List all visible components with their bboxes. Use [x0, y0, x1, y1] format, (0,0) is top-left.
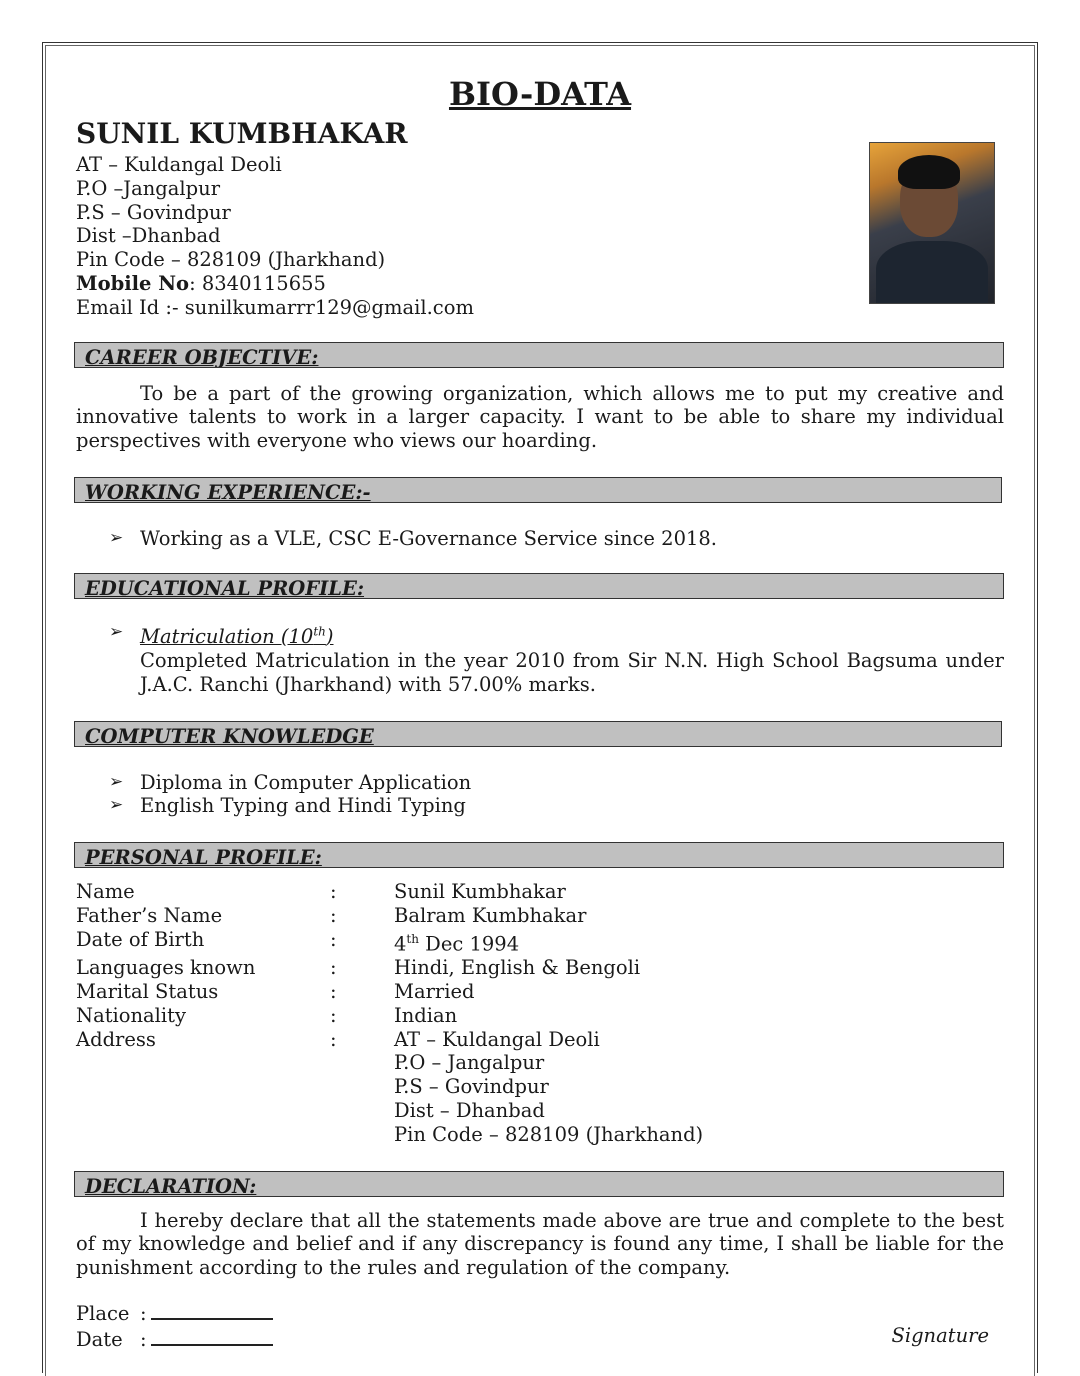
field-value: Balram Kumbhakar	[394, 904, 587, 928]
arrow-bullet-icon: ➢	[109, 795, 124, 816]
field-label: Marital Status	[76, 979, 219, 1003]
date-line: Date :	[76, 1326, 1004, 1352]
field-colon: :	[330, 979, 337, 1003]
candidate-name: SUNIL KUMBHAKAR	[76, 117, 408, 150]
field-value: Sunil Kumbhakar	[394, 880, 566, 904]
address-line: P.S – Govindpur	[76, 200, 231, 224]
education-title: Matriculation (10th)	[140, 624, 334, 649]
arrow-bullet-icon: ➢	[109, 527, 124, 548]
work-list	[76, 527, 1004, 551]
field-colon: :	[330, 880, 337, 904]
section-computer-knowledge: COMPUTER KNOWLEDGE	[74, 721, 1002, 747]
photo-body	[876, 241, 988, 304]
section-personal-profile: PERSONAL PROFILE:	[74, 842, 1004, 868]
resume-document	[76, 70, 1004, 1352]
declaration-text: I hereby declare that all the statements made above are true and complete to the best of my knowledge and belief and if any discrepancy is found any time, I shall be liable for the punishment according to the rules and regulation of the company.	[76, 1208, 1004, 1280]
arrow-bullet-icon: ➢	[109, 621, 124, 642]
address-line: Dist –Dhanbad	[76, 224, 221, 248]
field-label: Languages known	[76, 956, 256, 980]
list-item: ➢ English Typing and Hindi Typing	[109, 794, 466, 818]
field-colon: :	[330, 1003, 337, 1027]
address-line: AT – Kuldangal Deoli	[76, 153, 282, 176]
computer-list	[76, 771, 1004, 819]
field-colon: :	[330, 1027, 337, 1051]
contact-block	[76, 153, 1004, 320]
section-working-experience: WORKING EXPERIENCE:-	[74, 477, 1002, 503]
place-line: Place :	[76, 1300, 1004, 1326]
field-value: Married	[394, 979, 475, 1003]
field-colon: :	[330, 927, 337, 951]
personal-profile-table	[76, 880, 1004, 1146]
date-blank	[151, 1326, 273, 1346]
mobile-label: Mobile No	[76, 271, 190, 295]
field-value: Indian	[394, 1003, 458, 1027]
section-educational-profile: EDUCATIONAL PROFILE:	[74, 573, 1004, 599]
field-value: 4th Dec 1994	[394, 931, 520, 956]
email-line: Email Id :- sunilkumarrr129@gmail.com	[76, 295, 474, 319]
mobile-value: : 8340115655	[189, 271, 326, 295]
field-value: AT – Kuldangal Deoli P.O – Jangalpur P.S – Govindpur Dist – Dhanbad Pin Code – 828109 (Jharkhand)	[394, 1027, 704, 1146]
place-blank	[151, 1300, 273, 1320]
address-line: Pin Code – 828109 (Jharkhand)	[76, 248, 386, 272]
photo-hair	[898, 155, 960, 189]
list-item: ➢ Working as a VLE, CSC E-Governance Service since 2018.	[109, 526, 717, 550]
arrow-bullet-icon: ➢	[109, 771, 124, 792]
section-declaration: DECLARATION:	[74, 1171, 1004, 1197]
list-item	[76, 621, 1004, 697]
field-colon: :	[330, 956, 337, 980]
career-objective-body: To be a part of the growing organization, which allows me to put my creative and innovative talents to work in a larger capacity. I want to be able to share my individual perspectives with everyone who views our hoarding.	[76, 381, 1004, 453]
document-title: BIO-DATA	[448, 75, 632, 113]
field-value: Hindi, English & Bengoli	[394, 956, 641, 980]
field-label: Nationality	[76, 1003, 187, 1027]
field-label: Father’s Name	[76, 904, 223, 928]
education-text: Completed Matriculation in the year 2010 from Sir N.N. High School Bagsuma under J.A.C. Ranchi (Jharkhand) with 57.00% marks.	[140, 649, 1004, 696]
signature-label: Signature	[891, 1323, 989, 1347]
list-item: ➢ Diploma in Computer Application	[109, 770, 472, 794]
field-label: Name	[76, 880, 135, 904]
career-objective-text	[76, 382, 1004, 453]
mobile-line	[76, 272, 1004, 296]
field-label: Address	[76, 1027, 156, 1051]
section-career-objective: CAREER OBJECTIVE:	[74, 342, 1004, 368]
profile-photo	[869, 142, 995, 304]
address-line: P.O –Jangalpur	[76, 176, 221, 200]
field-colon: :	[330, 904, 337, 928]
education-list	[76, 621, 1004, 697]
field-label: Date of Birth	[76, 927, 205, 951]
place-date-signature	[76, 1300, 1004, 1352]
